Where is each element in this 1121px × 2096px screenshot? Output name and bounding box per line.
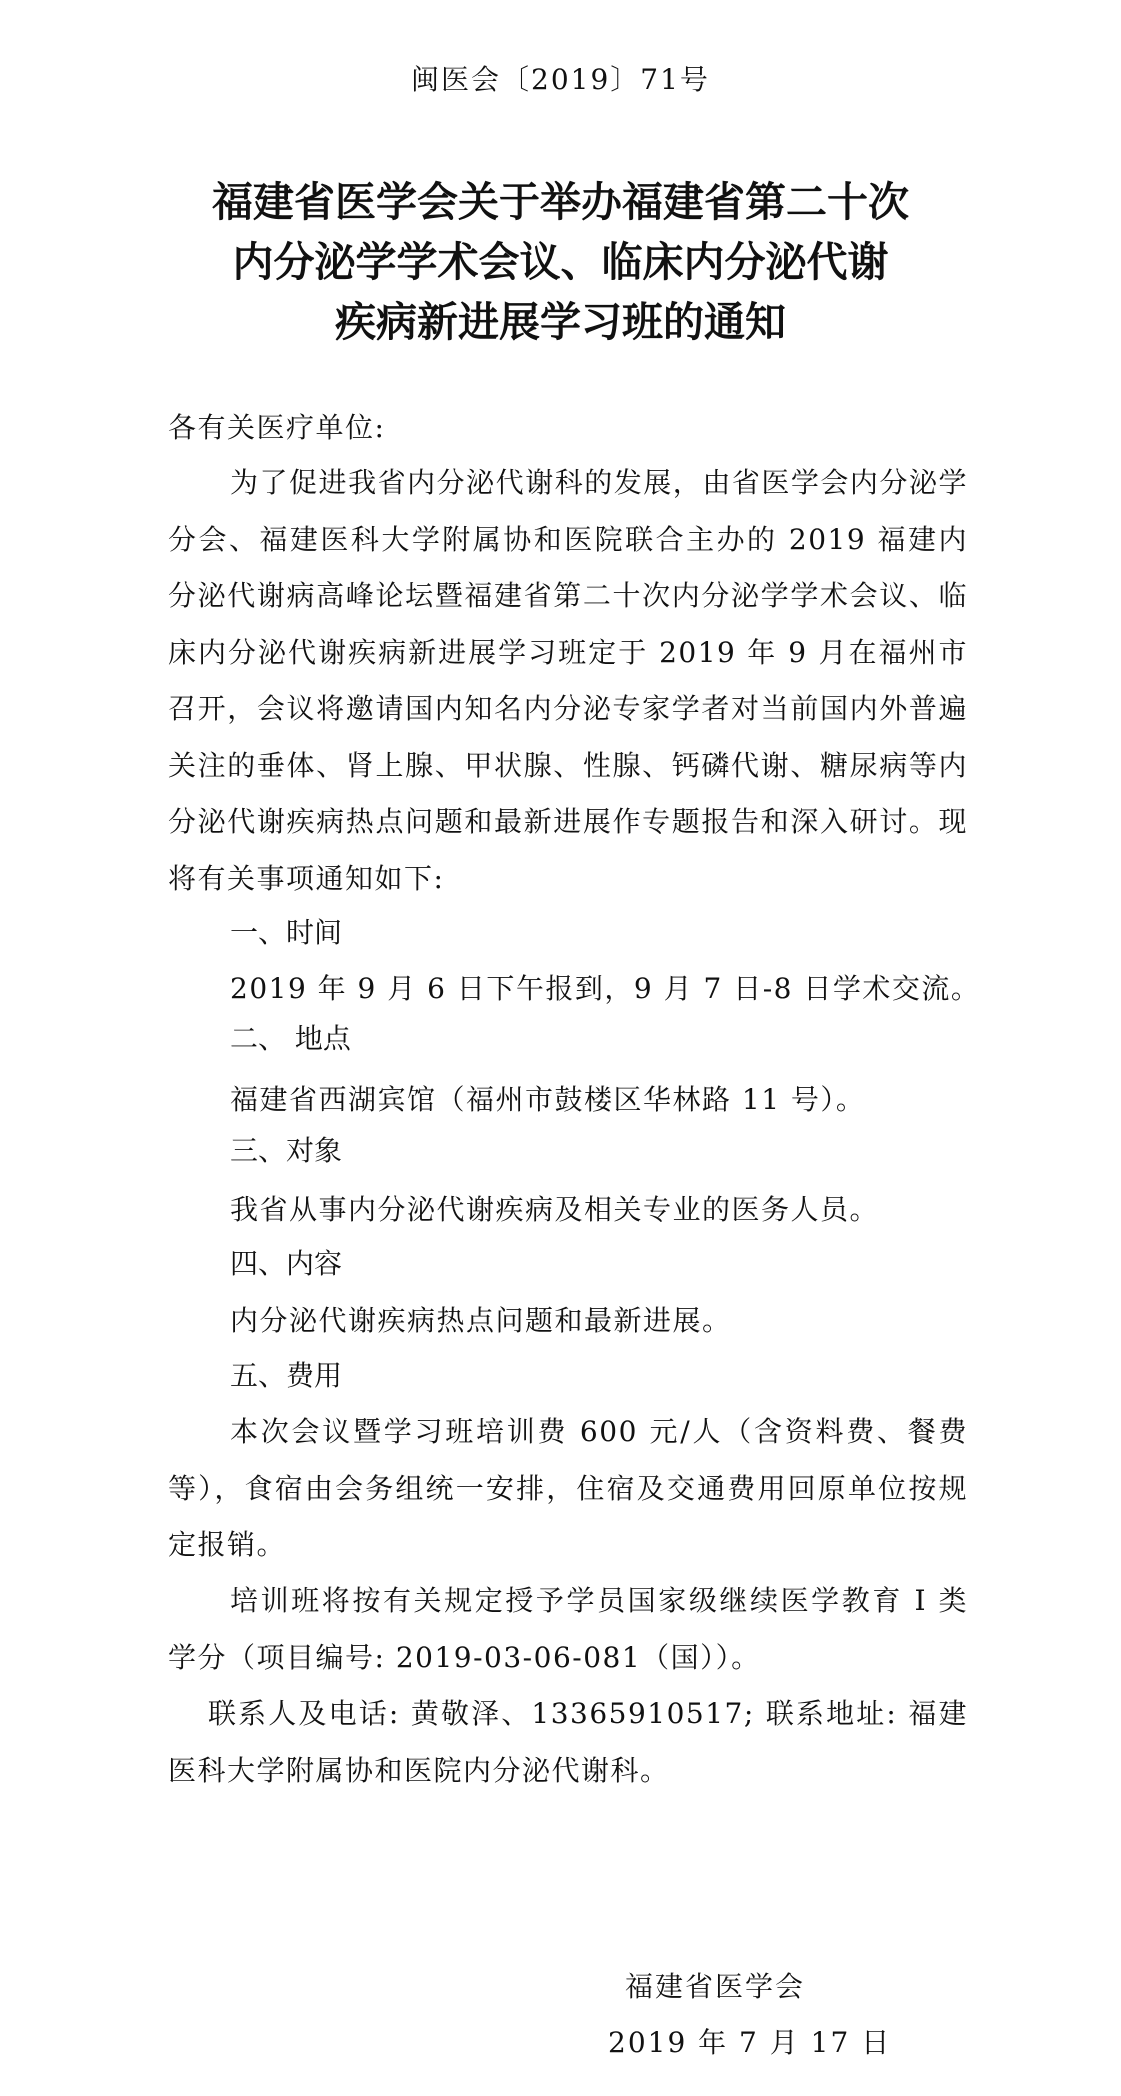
- section-content-content: 内分泌代谢疾病热点问题和最新进展。: [230, 1304, 732, 1337]
- document-number: 闽医会〔2019〕71号: [411, 63, 710, 96]
- section-content-time: 2019 年 9 月 6 日下午报到，9 月 7 日-8 日学术交流。: [230, 972, 981, 1005]
- section-heading-audience: 三、对象: [230, 1134, 343, 1167]
- credits-paragraph: 培训班将按有关规定授予学员国家级继续医学教育 I 类学分（项目编号: 2019-03-06-081（国））。: [168, 1584, 968, 1674]
- document-title: [0, 172, 1121, 352]
- signature-organization: 福建省医学会: [625, 1970, 806, 2003]
- section-heading-content: 四、内容: [230, 1247, 343, 1280]
- contact-paragraph: 联系人及电话: 黄敬泽、13365910517; 联系地址: 福建医科大学附属协和医院内分泌代谢科。: [168, 1697, 968, 1787]
- intro-paragraph: 为了促进我省内分泌代谢科的发展，由省医学会内分泌学分会、福建医科大学附属协和医院联合主办的 2019 福建内分泌代谢病高峰论坛暨福建省第二十次内分泌学学术会议、临床内分泌代谢疾病新进展学习班定于 2019 年 9 月在福州市召开，会议将邀请国内知名内分泌专家学者对当前国内外普遍关注的垂体、肾上腺、甲状腺、性腺、钙磷代谢、糖尿病等内分泌代谢疾病热点问题和最新进展作专题报告和深入研讨。现将有关事项通知如下:: [168, 466, 968, 895]
- signature-date: 2019 年 7 月 17 日: [608, 2026, 892, 2059]
- section-heading-fees: 五、费用: [230, 1359, 343, 1392]
- section-content-audience: 我省从事内分泌代谢疾病及相关专业的医务人员。: [230, 1193, 880, 1226]
- title-line: 福建省医学会关于举办福建省第二十次: [212, 178, 909, 226]
- title-line: 内分泌学学术会议、临床内分泌代谢: [232, 238, 889, 286]
- section-heading-time: 一、时间: [230, 916, 343, 949]
- salutation: 各有关医疗单位:: [168, 411, 386, 444]
- title-line: 疾病新进展学习班的通知: [335, 298, 786, 346]
- section-heading-location: 二、 地点: [230, 1022, 351, 1055]
- section-content-fees: 本次会议暨学习班培训费 600 元/人（含资料费、餐费等），食宿由会务组统一安排，住宿及交通费用回原单位按规定报销。: [168, 1415, 968, 1561]
- section-content-location: 福建省西湖宾馆（福州市鼓楼区华林路 11 号）。: [230, 1083, 866, 1116]
